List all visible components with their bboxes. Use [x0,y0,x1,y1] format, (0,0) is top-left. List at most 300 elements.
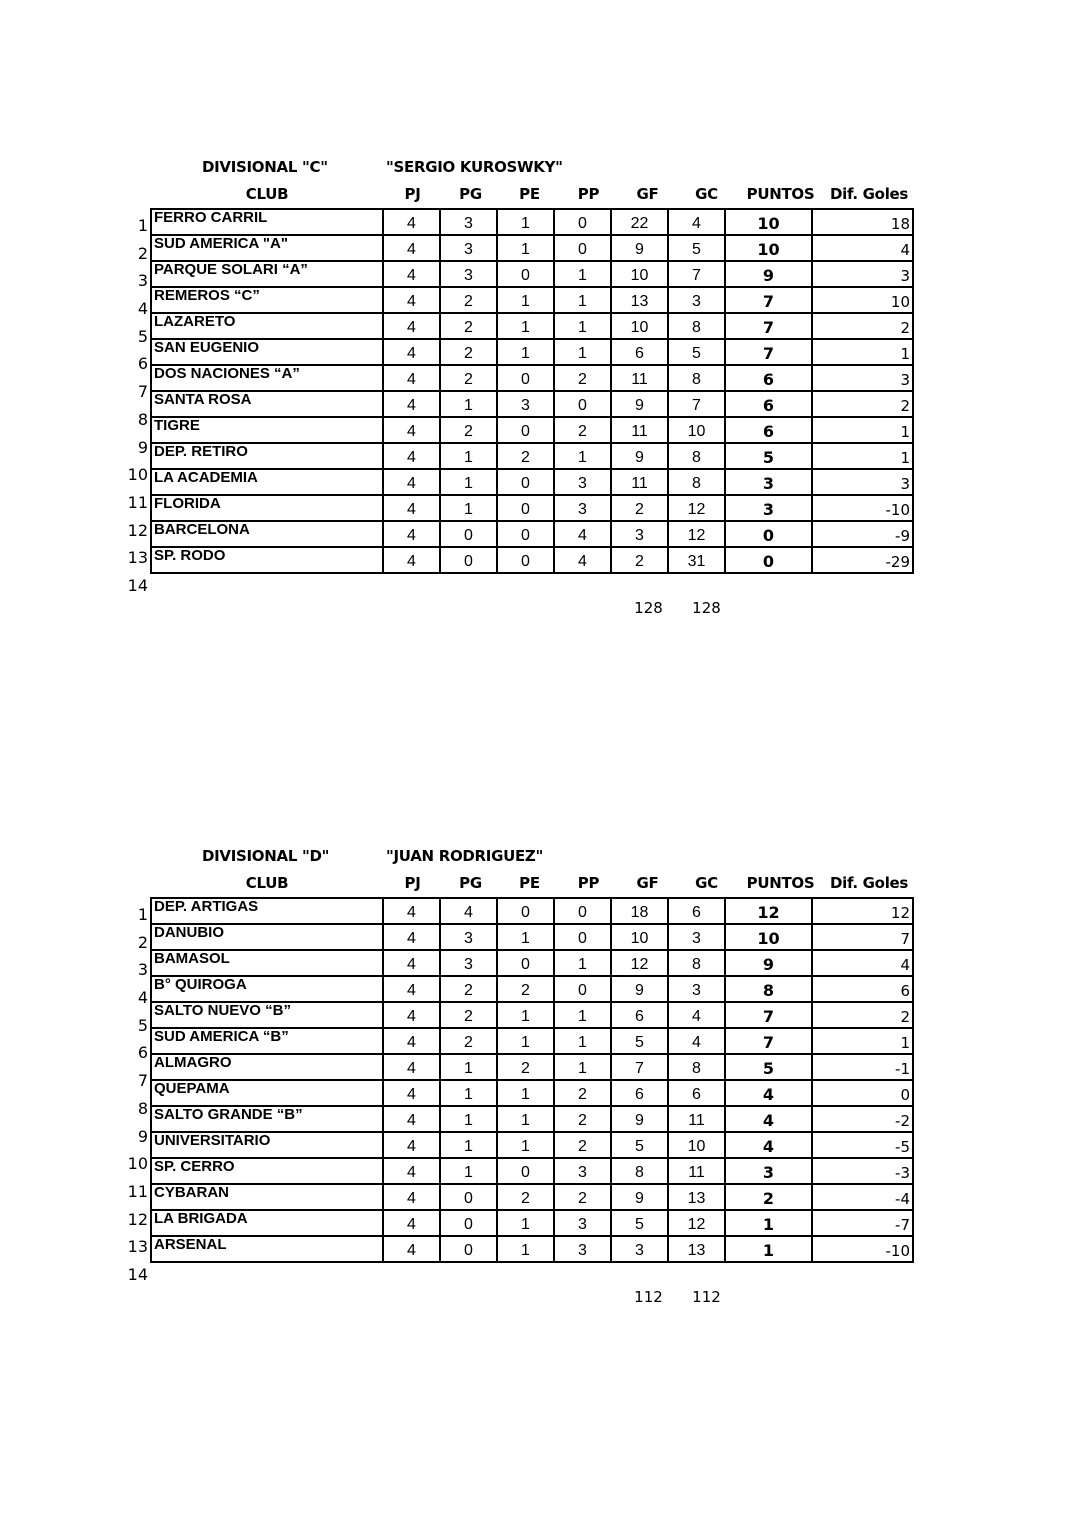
pp-cell: 0 [554,235,611,261]
pp-cell: 3 [554,1158,611,1184]
position-number: 6 [137,1043,148,1063]
pp-cell: 3 [554,1210,611,1236]
puntos-cell: 5 [725,443,812,469]
pj-cell: 4 [383,1236,440,1262]
gf-cell: 9 [611,235,668,261]
table-row [151,950,913,976]
pe-cell: 1 [497,1028,554,1054]
position-number: 8 [137,1098,148,1118]
table-row [151,1080,913,1106]
pe-cell: 1 [497,339,554,365]
gc-cell: 4 [668,209,725,235]
pj-cell: 4 [383,495,440,521]
pg-cell: 2 [440,365,497,391]
position-number: 6 [137,354,148,374]
pj-cell: 4 [383,1028,440,1054]
pj-cell: 4 [383,391,440,417]
title-row [0,847,1080,871]
position-number: 5 [137,1015,148,1035]
puntos-cell: 2 [725,1184,812,1210]
dif-goles-cell: 1 [812,1028,913,1054]
pe-cell: 1 [497,1236,554,1262]
pg-cell: 0 [440,547,497,573]
table-row [151,1106,913,1132]
gf-cell: 6 [611,1080,668,1106]
gc-cell: 6 [668,1080,725,1106]
puntos-cell: 6 [725,365,812,391]
gf-cell: 18 [611,898,668,924]
table-row [151,1158,913,1184]
dif-goles-cell: -10 [812,495,913,521]
club-name-cell: DANUBIO [151,924,383,950]
pp-cell: 2 [554,1184,611,1210]
pe-cell: 2 [497,1054,554,1080]
total-gf: 128 [634,599,663,617]
header-pg: PG [459,185,482,203]
division-title: DIVISIONAL "D" [202,847,330,865]
pj-cell: 4 [383,339,440,365]
position-column [118,897,148,1285]
total-gc: 112 [692,1288,721,1306]
pg-cell: 1 [440,1158,497,1184]
pg-cell: 2 [440,976,497,1002]
table-row [151,209,913,235]
pj-cell: 4 [383,547,440,573]
pe-cell: 0 [497,898,554,924]
club-name-cell: ALMAGRO [151,1054,383,1080]
dif-goles-cell: -29 [812,547,913,573]
dif-goles-cell: 1 [812,339,913,365]
dif-goles-cell: 3 [812,469,913,495]
dif-goles-cell: 2 [812,391,913,417]
pg-cell: 2 [440,1002,497,1028]
pp-cell: 1 [554,1028,611,1054]
sponsor-title: "SERGIO KUROSWKY" [386,158,563,176]
dif-goles-cell: 3 [812,365,913,391]
dif-goles-cell: 4 [812,235,913,261]
header-puntos: PUNTOS [746,185,815,203]
gc-cell: 8 [668,313,725,339]
position-number: 9 [137,437,148,457]
puntos-cell: 8 [725,976,812,1002]
position-number: 10 [127,465,148,485]
table-row [151,443,913,469]
standings-table [150,897,914,1263]
dif-goles-cell: 12 [812,898,913,924]
pe-cell: 1 [497,1210,554,1236]
gc-cell: 7 [668,261,725,287]
dif-goles-cell: -1 [812,1054,913,1080]
pj-cell: 4 [383,261,440,287]
pg-cell: 1 [440,391,497,417]
pe-cell: 3 [497,391,554,417]
position-number: 14 [127,1264,148,1284]
pg-cell: 2 [440,417,497,443]
club-name-cell: UNIVERSITARIO [151,1132,383,1158]
pp-cell: 2 [554,417,611,443]
pp-cell: 3 [554,469,611,495]
puntos-cell: 7 [725,339,812,365]
table-row [151,924,913,950]
pj-cell: 4 [383,924,440,950]
gf-cell: 11 [611,469,668,495]
position-number: 11 [127,492,148,512]
position-number: 7 [137,1071,148,1091]
table-row [151,1184,913,1210]
gf-cell: 10 [611,261,668,287]
gc-cell: 3 [668,287,725,313]
pe-cell: 1 [497,1002,554,1028]
club-name-cell: SALTO NUEVO “B” [151,1002,383,1028]
pj-cell: 4 [383,287,440,313]
table-row [151,898,913,924]
pp-cell: 4 [554,521,611,547]
pj-cell: 4 [383,898,440,924]
puntos-cell: 7 [725,313,812,339]
position-number: 1 [137,216,148,235]
pe-cell: 2 [497,443,554,469]
pj-cell: 4 [383,417,440,443]
pj-cell: 4 [383,313,440,339]
pe-cell: 1 [497,1132,554,1158]
dif-goles-cell: 1 [812,417,913,443]
header-gc: GC [695,874,718,892]
pj-cell: 4 [383,1210,440,1236]
pp-cell: 4 [554,547,611,573]
gc-cell: 11 [668,1158,725,1184]
table-row [151,1236,913,1262]
club-name-cell: BAMASOL [151,950,383,976]
pj-cell: 4 [383,950,440,976]
pp-cell: 0 [554,209,611,235]
pj-cell: 4 [383,209,440,235]
club-name-cell: B° QUIROGA [151,976,383,1002]
puntos-cell: 10 [725,924,812,950]
gc-cell: 8 [668,443,725,469]
dif-goles-cell: -4 [812,1184,913,1210]
table-row [151,1002,913,1028]
pg-cell: 0 [440,1210,497,1236]
gf-cell: 5 [611,1028,668,1054]
gf-cell: 8 [611,1158,668,1184]
pj-cell: 4 [383,1184,440,1210]
table-row [151,469,913,495]
gc-cell: 8 [668,950,725,976]
gc-cell: 5 [668,339,725,365]
table-row [151,391,913,417]
pg-cell: 2 [440,1028,497,1054]
dif-goles-cell: 10 [812,287,913,313]
dif-goles-cell: -3 [812,1158,913,1184]
pg-cell: 1 [440,495,497,521]
pp-cell: 1 [554,1054,611,1080]
position-number: 4 [137,988,148,1008]
table-row [151,1210,913,1236]
dif-goles-cell: -9 [812,521,913,547]
division-title: DIVISIONAL "C" [202,158,328,176]
pg-cell: 0 [440,1236,497,1262]
pp-cell: 1 [554,287,611,313]
pe-cell: 0 [497,417,554,443]
pe-cell: 2 [497,1184,554,1210]
dif-goles-cell: 1 [812,443,913,469]
puntos-cell: 9 [725,950,812,976]
club-name-cell: QUEPAMA [151,1080,383,1106]
header-pj: PJ [404,874,421,892]
puntos-cell: 3 [725,495,812,521]
pj-cell: 4 [383,365,440,391]
pp-cell: 1 [554,950,611,976]
gc-cell: 13 [668,1236,725,1262]
gc-cell: 11 [668,1106,725,1132]
club-name-cell: SUD AMERICA "A" [151,235,383,261]
pj-cell: 4 [383,1132,440,1158]
puntos-cell: 10 [725,209,812,235]
position-number: 2 [137,243,148,263]
gc-cell: 31 [668,547,725,573]
header-pj: PJ [404,185,421,203]
gf-cell: 9 [611,1106,668,1132]
pg-cell: 0 [440,1184,497,1210]
gf-cell: 11 [611,365,668,391]
sponsor-title: "JUAN RODRIGUEZ" [386,847,544,865]
club-name-cell: SUD AMERICA “B” [151,1028,383,1054]
puntos-cell: 1 [725,1210,812,1236]
pj-cell: 4 [383,521,440,547]
header-pe: PE [519,185,540,203]
pj-cell: 4 [383,235,440,261]
pp-cell: 1 [554,339,611,365]
pe-cell: 0 [497,547,554,573]
dif-goles-cell: 6 [812,976,913,1002]
header-gf: GF [636,185,659,203]
position-number: 12 [127,1209,148,1229]
club-name-cell: DEP. RETIRO [151,443,383,469]
pp-cell: 0 [554,898,611,924]
gf-cell: 5 [611,1132,668,1158]
pe-cell: 1 [497,287,554,313]
pj-cell: 4 [383,1106,440,1132]
gf-cell: 6 [611,1002,668,1028]
puntos-cell: 3 [725,1158,812,1184]
dif-goles-cell: -2 [812,1106,913,1132]
gc-cell: 4 [668,1002,725,1028]
table-row [151,1132,913,1158]
pe-cell: 1 [497,924,554,950]
pp-cell: 1 [554,443,611,469]
club-name-cell: ARSENAL [151,1236,383,1262]
position-number: 14 [127,575,148,595]
header-dif-goles: Dif. Goles [829,185,909,203]
position-number: 1 [137,905,148,924]
header-gc: GC [695,185,718,203]
gf-cell: 9 [611,1184,668,1210]
gf-cell: 5 [611,1210,668,1236]
header-club: CLUB [245,874,289,892]
table-row [151,1028,913,1054]
club-name-cell: FLORIDA [151,495,383,521]
gc-cell: 5 [668,235,725,261]
position-number: 13 [127,548,148,568]
table-row [151,495,913,521]
position-number: 5 [137,326,148,346]
dif-goles-cell: 18 [812,209,913,235]
pj-cell: 4 [383,443,440,469]
pg-cell: 0 [440,521,497,547]
pp-cell: 2 [554,1080,611,1106]
gf-cell: 3 [611,1236,668,1262]
gc-cell: 12 [668,495,725,521]
pe-cell: 0 [497,521,554,547]
header-dif-goles: Dif. Goles [829,874,909,892]
puntos-cell: 9 [725,261,812,287]
gc-cell: 12 [668,1210,725,1236]
puntos-cell: 4 [725,1080,812,1106]
gc-cell: 10 [668,417,725,443]
puntos-cell: 4 [725,1132,812,1158]
gc-cell: 8 [668,469,725,495]
club-name-cell: LA ACADEMIA [151,469,383,495]
gc-cell: 3 [668,976,725,1002]
gf-cell: 2 [611,495,668,521]
position-column [118,208,148,596]
pg-cell: 2 [440,287,497,313]
dif-goles-cell: 7 [812,924,913,950]
gc-cell: 6 [668,898,725,924]
table-row [151,1054,913,1080]
total-gf: 112 [634,1288,663,1306]
position-number: 7 [137,382,148,402]
pp-cell: 1 [554,1002,611,1028]
pg-cell: 1 [440,1054,497,1080]
gf-cell: 11 [611,417,668,443]
table-row [151,547,913,573]
position-number: 4 [137,299,148,319]
pg-cell: 2 [440,339,497,365]
pe-cell: 1 [497,1080,554,1106]
position-number: 12 [127,520,148,540]
table-row [151,417,913,443]
gc-cell: 7 [668,391,725,417]
club-name-cell: CYBARAN [151,1184,383,1210]
header-puntos: PUNTOS [746,874,815,892]
header-pp: PP [577,185,600,203]
pe-cell: 0 [497,950,554,976]
club-name-cell: SANTA ROSA [151,391,383,417]
gc-cell: 12 [668,521,725,547]
gf-cell: 9 [611,976,668,1002]
header-gf: GF [636,874,659,892]
pj-cell: 4 [383,976,440,1002]
dif-goles-cell: -5 [812,1132,913,1158]
gc-cell: 3 [668,924,725,950]
dif-goles-cell: 4 [812,950,913,976]
pp-cell: 2 [554,1106,611,1132]
pp-cell: 0 [554,391,611,417]
club-name-cell: LA BRIGADA [151,1210,383,1236]
pg-cell: 3 [440,950,497,976]
dif-goles-cell: -10 [812,1236,913,1262]
position-number: 10 [127,1154,148,1174]
position-number: 3 [137,960,148,980]
dif-goles-cell: -7 [812,1210,913,1236]
header-pe: PE [519,874,540,892]
pg-cell: 1 [440,469,497,495]
gc-cell: 4 [668,1028,725,1054]
dif-goles-cell: 0 [812,1080,913,1106]
gf-cell: 9 [611,443,668,469]
pp-cell: 2 [554,1132,611,1158]
dif-goles-cell: 2 [812,1002,913,1028]
pp-cell: 3 [554,495,611,521]
pj-cell: 4 [383,1158,440,1184]
club-name-cell: BARCELONA [151,521,383,547]
puntos-cell: 12 [725,898,812,924]
club-name-cell: PARQUE SOLARI “A” [151,261,383,287]
gc-cell: 8 [668,1054,725,1080]
club-name-cell: SALTO GRANDE “B” [151,1106,383,1132]
position-number: 11 [127,1181,148,1201]
puntos-cell: 10 [725,235,812,261]
puntos-cell: 3 [725,469,812,495]
club-name-cell: TIGRE [151,417,383,443]
gc-cell: 8 [668,365,725,391]
table-row [151,235,913,261]
pe-cell: 0 [497,495,554,521]
club-name-cell: SP. CERRO [151,1158,383,1184]
pe-cell: 1 [497,209,554,235]
puntos-cell: 4 [725,1106,812,1132]
club-name-cell: DOS NACIONES “A” [151,365,383,391]
pp-cell: 1 [554,261,611,287]
table-row [151,287,913,313]
pg-cell: 2 [440,313,497,339]
pe-cell: 0 [497,1158,554,1184]
table-row [151,365,913,391]
club-name-cell: FERRO CARRIL [151,209,383,235]
standings-table [150,208,914,574]
pp-cell: 3 [554,1236,611,1262]
pe-cell: 0 [497,261,554,287]
gf-cell: 9 [611,391,668,417]
pg-cell: 3 [440,924,497,950]
club-name-cell: LAZARETO [151,313,383,339]
header-pp: PP [577,874,600,892]
pe-cell: 1 [497,1106,554,1132]
dif-goles-cell: 2 [812,313,913,339]
pj-cell: 4 [383,469,440,495]
puntos-cell: 6 [725,417,812,443]
club-name-cell: SP. RODO [151,547,383,573]
table-row [151,313,913,339]
pg-cell: 3 [440,261,497,287]
puntos-cell: 5 [725,1054,812,1080]
pe-cell: 0 [497,469,554,495]
header-pg: PG [459,874,482,892]
pj-cell: 4 [383,1002,440,1028]
gf-cell: 6 [611,339,668,365]
puntos-cell: 6 [725,391,812,417]
pg-cell: 3 [440,235,497,261]
pg-cell: 1 [440,1132,497,1158]
pe-cell: 2 [497,976,554,1002]
title-row [0,158,1080,182]
puntos-cell: 7 [725,287,812,313]
club-name-cell: SAN EUGENIO [151,339,383,365]
pg-cell: 3 [440,209,497,235]
header-club: CLUB [245,185,289,203]
gc-cell: 13 [668,1184,725,1210]
